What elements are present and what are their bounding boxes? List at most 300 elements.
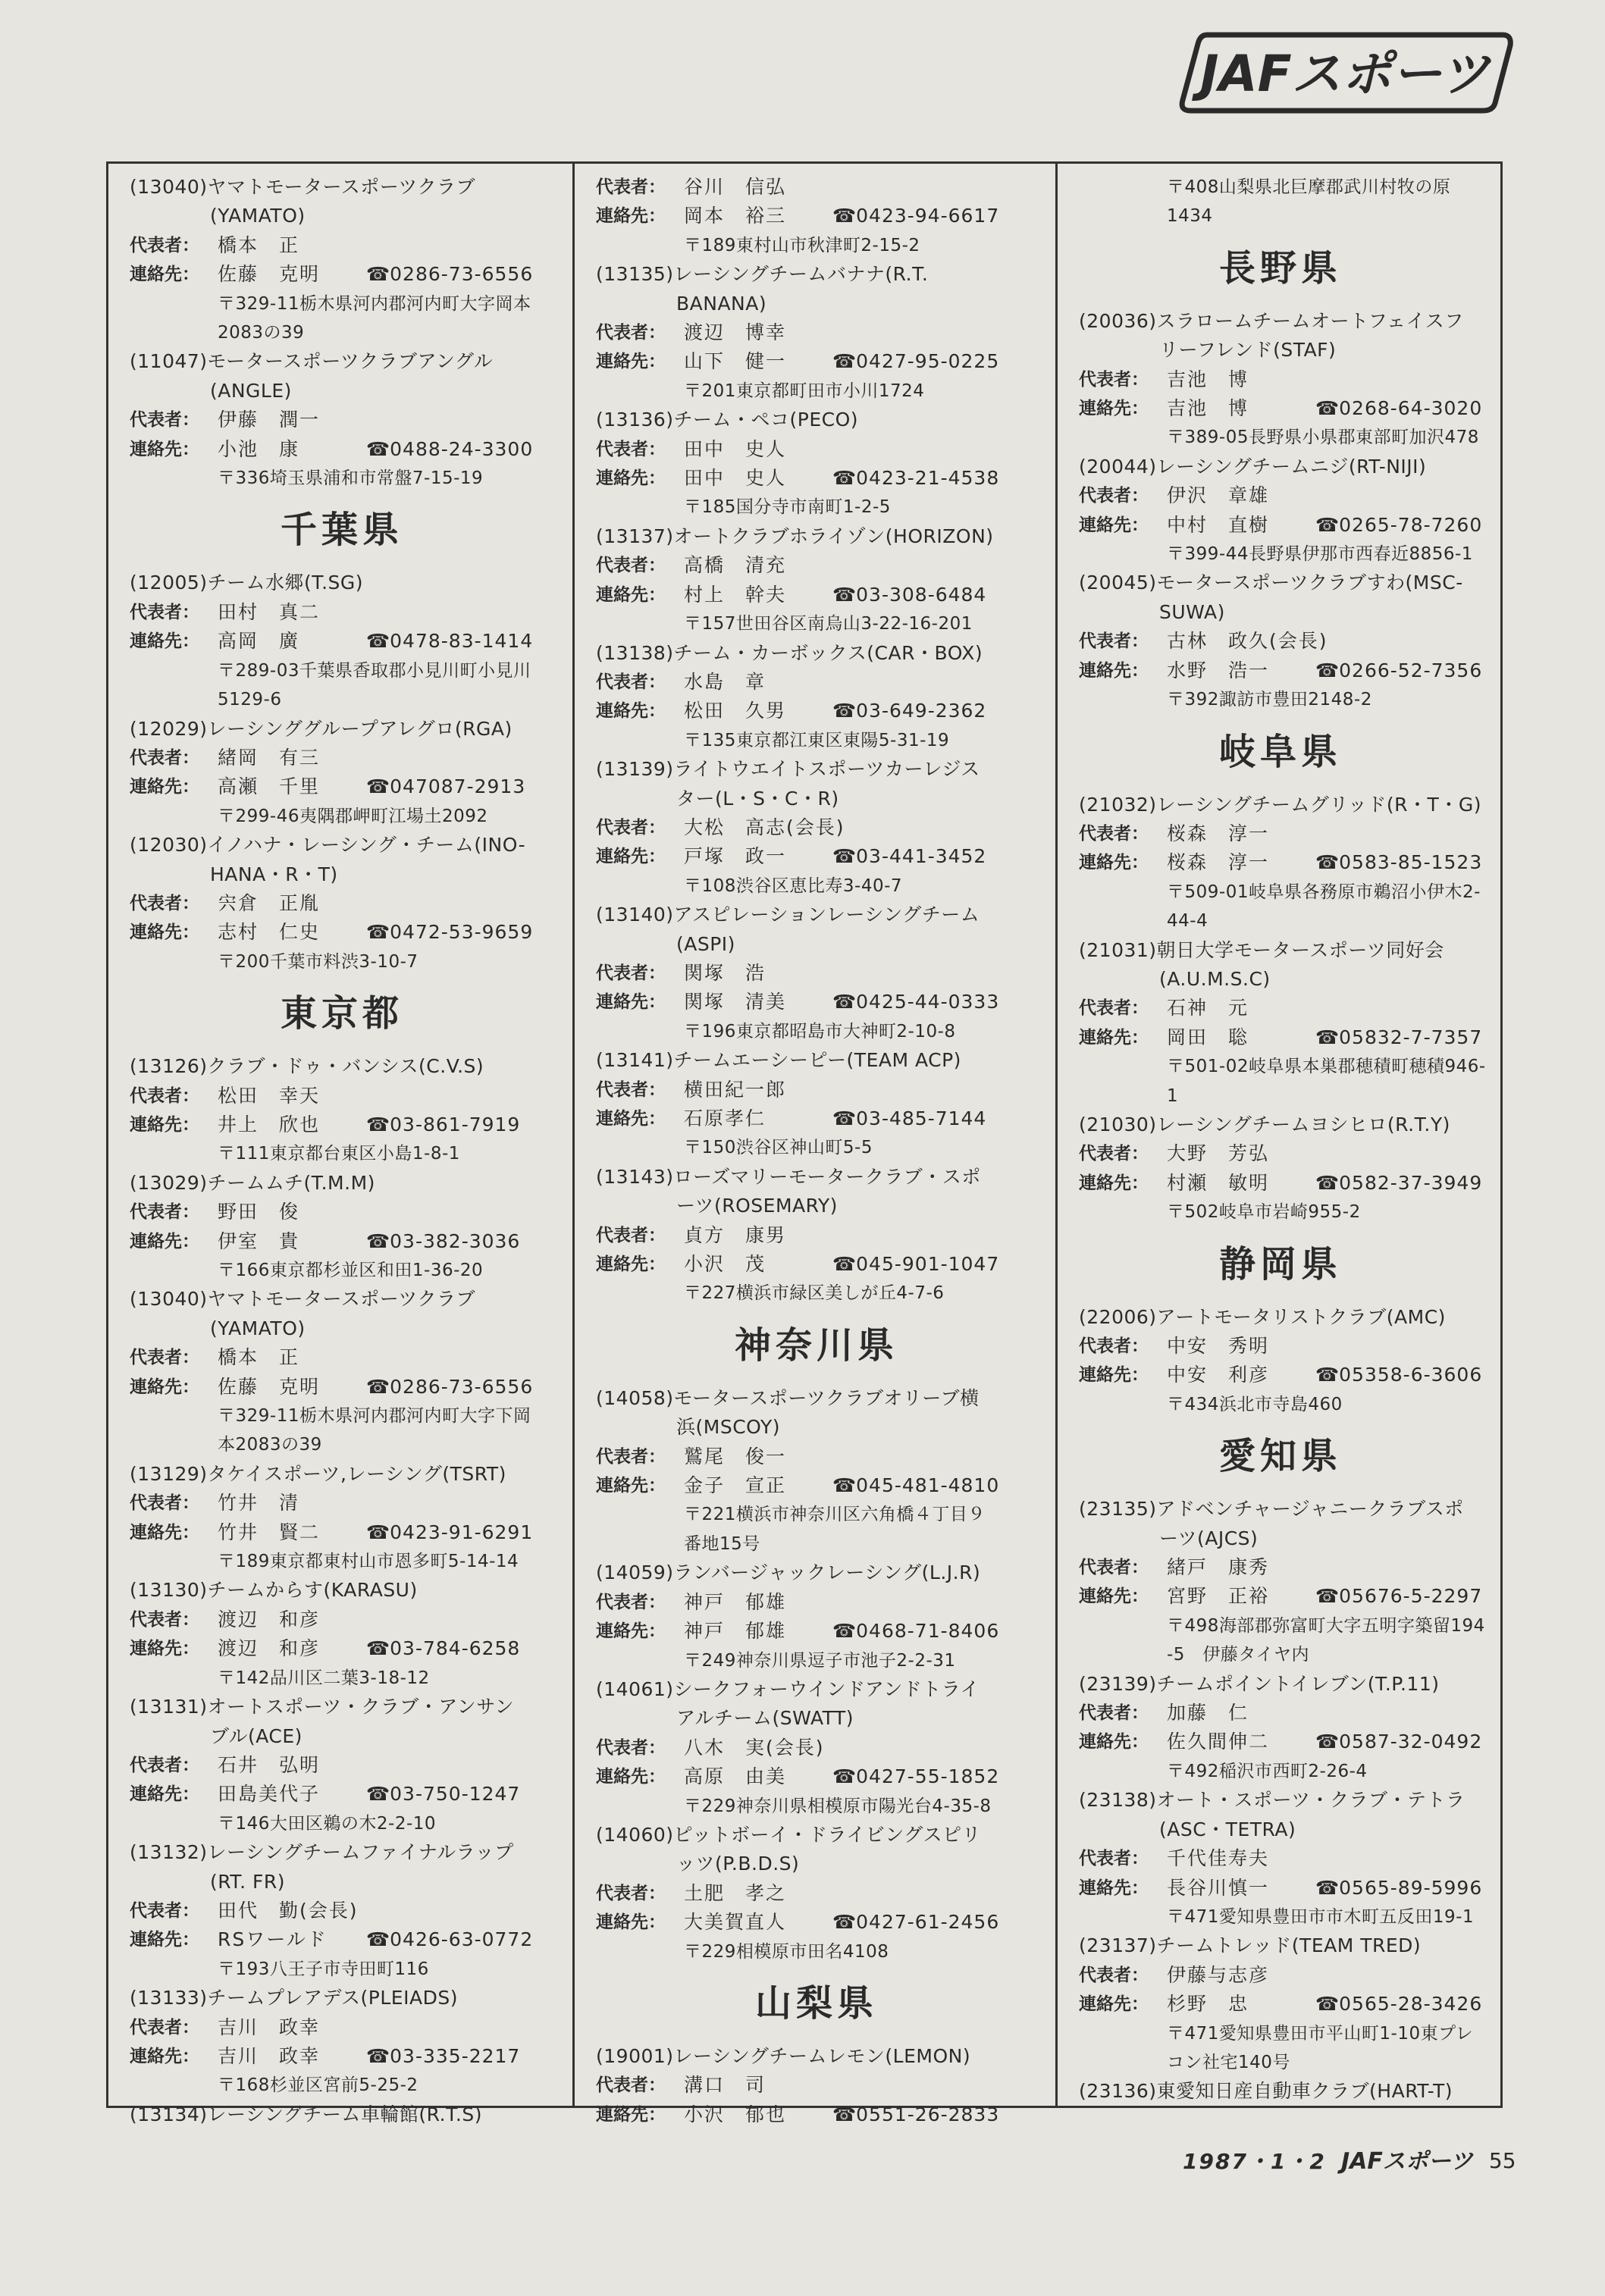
club-id: (23139) <box>1079 1672 1157 1695</box>
representative-label: 代表者： <box>1079 486 1149 506</box>
jaf-sports-logo <box>1177 30 1514 115</box>
representative-name: 古林 政久(会長) <box>1167 630 1328 653</box>
club-name <box>130 1460 554 1489</box>
representative-label: 代表者： <box>596 1592 666 1612</box>
club-entry <box>130 347 554 493</box>
club-name-line: ピットボーイ・ドライビングスピリ <box>673 1823 982 1846</box>
representative-label: 代表者： <box>596 1737 666 1758</box>
address-line: 〒502岐阜市岩崎955-2 <box>1167 1202 1361 1223</box>
phone-icon: ☎ <box>1315 1585 1340 1608</box>
address-line: コン社宅140号 <box>1167 2052 1290 2072</box>
address-line: 〒221横浜市神奈川区六角橋４丁目９ <box>684 1505 986 1525</box>
page-number: 55 <box>1488 2147 1516 2173</box>
contact-label: 連絡先： <box>130 631 199 652</box>
club-name-line: BANANA) <box>676 292 767 315</box>
club-name-line: リーフレンド(STAF) <box>1159 339 1337 362</box>
address-line: 〒249神奈川県逗子市池子2-2-31 <box>684 1650 956 1671</box>
contact-name: 松田 久男 <box>684 700 787 722</box>
phone-icon: ☎ <box>1315 1731 1340 1753</box>
representative-name: 水島 章 <box>684 670 766 693</box>
phone-number: 05832-7-7357 <box>1339 1026 1483 1048</box>
club-id: (13141) <box>596 1049 674 1072</box>
representative-row <box>596 1879 1037 1908</box>
club-id: (23135) <box>1079 1498 1157 1521</box>
representative-name: 伊藤与志彦 <box>1167 1963 1270 1986</box>
representative-label: 代表者： <box>130 1202 199 1223</box>
representative-label: 代表者： <box>130 602 199 622</box>
club-name <box>596 522 1037 551</box>
club-name-line: (ASPI) <box>676 932 735 955</box>
contact-label: 連絡先： <box>130 1930 199 1950</box>
club-entry <box>130 173 554 347</box>
phone-icon: ☎ <box>366 1375 390 1398</box>
club-entry <box>596 1558 1037 1675</box>
address-line: 2083の39 <box>218 323 305 343</box>
club-name-line: レーシングチームニジ(RT-NIJI) <box>1156 455 1427 478</box>
address-line: 〒408山梨県北巨摩郡武川村牧の原 <box>1167 177 1451 197</box>
club-name-line: 東愛知日産自動車クラブ(HART-T) <box>1156 2080 1453 2103</box>
club-name-line: チーム水郷(T.SG) <box>207 572 364 594</box>
club-name <box>596 1046 1037 1075</box>
club-name-line: チームからす(KARASU) <box>207 1579 418 1602</box>
representative-row <box>596 2071 1037 2100</box>
club-directory <box>106 161 1503 2125</box>
prefecture-heading: 千葉県 <box>280 509 403 552</box>
club-name-line: 朝日大学モータースポーツ同好会 <box>1156 938 1444 961</box>
representative-name: 橋本 正 <box>218 1346 300 1369</box>
address-line: 番地15号 <box>684 1533 760 1554</box>
representative-row <box>596 1221 1037 1250</box>
contact-row <box>596 1908 1037 1937</box>
representative-row <box>130 744 554 772</box>
contact-name: 村瀬 敏明 <box>1167 1171 1270 1194</box>
representative-name: 橋本 正 <box>218 233 300 256</box>
club-name <box>1079 1303 1482 1332</box>
phone-icon: ☎ <box>1315 1993 1340 2016</box>
contact-name: 伊室 貴 <box>218 1229 300 1252</box>
club-entry <box>1079 2077 1482 2106</box>
club-name <box>130 2100 554 2129</box>
phone-icon: ☎ <box>832 991 857 1013</box>
club-name <box>596 1163 1037 1221</box>
prefecture-heading: 東京都 <box>280 992 403 1035</box>
contact-name: 田中 史人 <box>684 467 787 490</box>
contact-label: 連絡先： <box>596 701 666 722</box>
representative-name: 桜森 淳一 <box>1167 822 1270 844</box>
contact-label: 連絡先： <box>1079 399 1149 419</box>
club-name-line: レーシングチームファイナルラップ <box>207 1841 514 1864</box>
club-entry <box>596 522 1037 639</box>
club-entry <box>130 1460 554 1577</box>
club-id: (13133) <box>130 1987 208 2009</box>
phone-icon: ☎ <box>366 263 390 286</box>
club-name-line: (YAMATO) <box>210 1317 306 1339</box>
representative-label: 代表者： <box>596 323 666 343</box>
representative-label: 代表者： <box>596 672 666 692</box>
phone-icon: ☎ <box>366 630 390 653</box>
phone-icon: ☎ <box>366 1521 390 1543</box>
phone-icon: ☎ <box>832 467 857 490</box>
club-entry <box>130 1838 554 1984</box>
club-name-line: モータースポーツクラブオリーブ横 <box>673 1386 980 1409</box>
phone-number: 03-308-6484 <box>856 583 987 606</box>
contact-name: 大美賀直人 <box>684 1911 787 1934</box>
club-entry <box>1079 1303 1482 1420</box>
club-name <box>596 1558 1037 1587</box>
contact-name: 長谷川慎一 <box>1167 1876 1270 1899</box>
phone-number: 0478-83-1414 <box>390 630 534 653</box>
prefecture-heading: 長野県 <box>1218 246 1342 290</box>
contact-row <box>1079 394 1482 423</box>
phone-number: 0468-71-8406 <box>856 1620 1000 1643</box>
club-name <box>1079 1110 1482 1139</box>
address-line: 〒329-11栃木県河内郡河内町大字岡本 <box>218 293 531 314</box>
contact-row <box>130 1373 554 1402</box>
prefecture-heading: 静岡県 <box>1218 1242 1342 1286</box>
representative-name: 加藤 仁 <box>1167 1702 1249 1724</box>
representative-row <box>596 1734 1037 1762</box>
representative-row <box>596 1588 1037 1617</box>
issue-date: 1987・1・2 <box>1183 2149 1326 2174</box>
contact-label: 連絡先： <box>130 1522 199 1543</box>
representative-name: 高橋 清充 <box>684 554 787 577</box>
phone-icon: ☎ <box>366 1637 390 1660</box>
address-line: 〒201東京都町田市小川1724 <box>684 381 925 401</box>
phone-icon: ☎ <box>1315 397 1340 420</box>
representative-name: 関塚 浩 <box>684 961 766 984</box>
representative-name: 緒戸 康秀 <box>1167 1556 1270 1579</box>
phone-icon: ☎ <box>366 1783 390 1806</box>
club-name <box>1079 569 1482 627</box>
club-name <box>130 1052 554 1081</box>
club-name <box>1079 307 1482 365</box>
representative-name: 野田 俊 <box>218 1201 300 1223</box>
contact-label: 連絡先： <box>596 1254 666 1275</box>
representative-row <box>1079 1699 1482 1727</box>
contact-label: 連絡先： <box>130 265 199 285</box>
contact-row <box>596 1250 1037 1279</box>
club-entry <box>1079 453 1482 569</box>
representative-label: 代表者： <box>1079 1144 1149 1164</box>
club-name-line: アートモータリストクラブ(AMC) <box>1156 1305 1446 1328</box>
phone-icon: ☎ <box>832 205 857 227</box>
contact-name: 高岡 廣 <box>218 630 300 653</box>
club-id: (13139) <box>596 758 674 781</box>
club-name-line: ローズマリーモータークラブ・スポ <box>673 1165 981 1188</box>
phone-icon: ☎ <box>832 1620 857 1643</box>
club-name <box>596 2042 1037 2071</box>
contact-row <box>1079 848 1482 877</box>
representative-label: 代表者： <box>596 556 666 576</box>
representative-name: 中安 秀明 <box>1167 1335 1270 1357</box>
club-name-line: (RT. FR) <box>210 1870 286 1893</box>
contact-row <box>596 347 1037 376</box>
club-entry <box>596 901 1037 1046</box>
representative-row <box>596 318 1037 347</box>
phone-number: 0565-89-5996 <box>1339 1876 1483 1899</box>
address-line: 〒389-05長野県小県郡東部町加沢478 <box>1167 428 1479 448</box>
representative-name: 田村 真二 <box>218 600 321 623</box>
club-entry <box>1079 1786 1482 1931</box>
club-id: (13129) <box>130 1462 208 1485</box>
contact-label: 連絡先： <box>130 439 199 459</box>
representative-row <box>130 1343 554 1372</box>
phone-icon: ☎ <box>832 1474 857 1497</box>
club-entry <box>1079 791 1482 936</box>
contact-label: 連絡先： <box>596 1476 666 1496</box>
phone-number: 0472-53-9659 <box>390 921 534 944</box>
contact-label: 連絡先： <box>130 1639 199 1659</box>
club-id: (13040) <box>130 1288 208 1311</box>
address-line: 〒392諏訪市豊田2148-2 <box>1167 690 1372 710</box>
phone-number: 0423-91-6291 <box>390 1521 534 1543</box>
address-line: 〒142品川区二葉3-18-12 <box>218 1668 430 1688</box>
contact-row <box>130 1227 554 1256</box>
contact-name: 山下 健一 <box>684 350 787 373</box>
phone-icon: ☎ <box>1315 1364 1340 1386</box>
representative-row <box>130 1082 554 1110</box>
representative-label: 代表者： <box>130 235 199 255</box>
club-entry <box>130 569 554 714</box>
phone-number: 05676-5-2297 <box>1339 1585 1483 1608</box>
club-entry <box>1079 1110 1482 1227</box>
club-name-line: チームトレッド(TEAM TRED) <box>1156 1934 1422 1957</box>
contact-name: 井上 欣也 <box>218 1113 321 1135</box>
address-line: 〒108渋谷区恵比寿3-40-7 <box>684 875 903 896</box>
phone-number: 03-485-7144 <box>856 1107 987 1129</box>
contact-name: RSワールド <box>218 1928 328 1951</box>
representative-label: 代表者： <box>596 817 666 838</box>
representative-row <box>1079 1332 1482 1361</box>
representative-label: 代表者： <box>130 1609 199 1630</box>
contact-name: 小沢 郁也 <box>684 2103 787 2125</box>
contact-row <box>596 1104 1037 1133</box>
club-id: (13040) <box>130 176 208 198</box>
address-line: 〒492稲沢市西町2-26-4 <box>1167 1761 1368 1781</box>
representative-row <box>130 231 554 260</box>
address-line: -5 伊藤タイヤ内 <box>1167 1645 1309 1665</box>
contact-name: 関塚 清美 <box>684 991 787 1013</box>
representative-row <box>596 551 1037 580</box>
phone-icon: ☎ <box>832 583 857 606</box>
representative-label: 代表者： <box>596 1446 666 1467</box>
representative-name: 渡辺 博幸 <box>684 321 787 344</box>
address-line: 〒289-03千葉県香取郡小見川町小見川 <box>218 660 531 681</box>
representative-label: 代表者： <box>596 2075 666 2096</box>
club-name <box>596 755 1037 813</box>
contact-row <box>1079 1169 1482 1198</box>
representative-label: 代表者： <box>1079 631 1149 652</box>
address-line: 〒229相模原市田名4108 <box>684 1941 889 1962</box>
club-id: (13135) <box>596 263 674 286</box>
club-name <box>1079 1931 1482 1960</box>
phone-number: 0565-28-3426 <box>1339 1993 1483 2016</box>
club-id: (22006) <box>1079 1305 1157 1328</box>
contact-row <box>596 2100 1037 2129</box>
contact-label: 連絡先： <box>596 992 666 1013</box>
phone-number: 0423-94-6617 <box>856 205 1000 227</box>
representative-row <box>596 435 1037 464</box>
club-entry <box>130 1052 554 1169</box>
club-entry <box>596 2042 1037 2129</box>
club-name <box>130 715 554 744</box>
representative-name: 伊沢 章雄 <box>1167 484 1270 507</box>
address-line: 〒196東京都昭島市大神町2-10-8 <box>684 1021 956 1042</box>
phone-icon: ☎ <box>366 437 390 460</box>
contact-label: 連絡先： <box>596 468 666 489</box>
contact-label: 連絡先： <box>1079 1587 1149 1607</box>
contact-name: 小池 康 <box>218 437 300 460</box>
address-line: 〒498海部郡弥富町大字五明字築留194 <box>1167 1615 1485 1636</box>
address-line: 〒185国分寺市南町1-2-5 <box>684 497 891 518</box>
contact-name: 神戸 郁雄 <box>684 1620 787 1643</box>
column-2 <box>572 164 1055 2125</box>
club-name <box>130 173 554 231</box>
club-entry <box>1079 569 1482 714</box>
representative-row <box>130 889 554 918</box>
club-name <box>130 1838 554 1897</box>
representative-name: 貞方 康男 <box>684 1223 787 1246</box>
contact-label: 連絡先： <box>596 352 666 372</box>
contact-name: 中村 直樹 <box>1167 513 1270 536</box>
address-line: 〒189東京都東村山市恩多町5-14-14 <box>218 1552 519 1572</box>
representative-row <box>130 1605 554 1634</box>
phone-icon: ☎ <box>1315 1171 1340 1194</box>
club-name-line: チームポイントイレブン(T.P.11) <box>1156 1672 1440 1695</box>
representative-row <box>1079 365 1482 394</box>
club-name-line: チームムチ(T.M.M) <box>207 1171 375 1194</box>
representative-name: 石神 元 <box>1167 997 1249 1020</box>
phone-icon: ☎ <box>1315 1026 1340 1048</box>
contact-row <box>596 1762 1037 1791</box>
club-id: (20045) <box>1079 572 1157 594</box>
representative-label: 代表者： <box>130 1348 199 1368</box>
column-1 <box>108 164 572 2125</box>
phone-icon: ☎ <box>832 845 857 868</box>
club-id: (13136) <box>596 409 674 431</box>
phone-icon: ☎ <box>366 2044 390 2067</box>
club-entry <box>130 831 554 976</box>
page-footer <box>1183 2145 1516 2175</box>
phone-number: 045-481-4810 <box>856 1474 1000 1497</box>
phone-number: 0265-78-7260 <box>1339 513 1483 536</box>
phone-number: 0423-21-4538 <box>856 467 1000 490</box>
contact-name: 竹井 賢二 <box>218 1521 321 1543</box>
contact-row <box>130 772 554 801</box>
club-name-line: ーツ(AJCS) <box>1159 1527 1259 1549</box>
club-id: (23136) <box>1079 2080 1157 2103</box>
club-name-line: ヤマトモータースポーツクラブ <box>207 1288 476 1311</box>
club-name-line: レーシングチームグリッド(R・T・G) <box>1156 793 1481 816</box>
club-entry <box>596 260 1037 406</box>
address-line: 〒146大田区鵜の木2-2-10 <box>218 1813 437 1834</box>
representative-name: 竹井 清 <box>218 1492 300 1514</box>
phone-icon: ☎ <box>1315 1876 1340 1899</box>
contact-name: 小沢 茂 <box>684 1253 766 1276</box>
contact-label: 連絡先： <box>596 2104 666 2125</box>
club-entry <box>130 1169 554 1286</box>
club-id: (20044) <box>1079 455 1157 478</box>
club-entry <box>596 1163 1037 1308</box>
club-name-line: ヤマトモータースポーツクラブ <box>207 176 476 198</box>
address-line: 〒509-01岐阜県各務原市鵜沼小伊木2- <box>1167 882 1481 902</box>
club-name <box>130 1693 554 1751</box>
club-name-line: レーシングチームバナナ(R.T. <box>673 263 929 286</box>
contact-name: 中安 利彦 <box>1167 1364 1270 1386</box>
club-entry <box>596 1675 1037 1821</box>
representative-row <box>1079 481 1482 510</box>
phone-icon: ☎ <box>1315 659 1340 681</box>
club-name-line: シークフォーウインドアンドトライ <box>673 1677 980 1700</box>
contact-label: 連絡先： <box>130 2046 199 2066</box>
representative-label: 代表者： <box>130 410 199 431</box>
club-id: (12029) <box>130 717 208 740</box>
contact-name: 佐久間伸二 <box>1167 1731 1270 1753</box>
club-entry <box>596 173 1037 260</box>
column-3 <box>1055 164 1500 2106</box>
phone-icon: ☎ <box>832 1911 857 1934</box>
club-entry <box>596 1384 1037 1558</box>
contact-name: 吉池 博 <box>1167 397 1249 420</box>
representative-name: 横田紀一郎 <box>684 1078 787 1101</box>
club-name-line: チーム・カーボックス(CAR・BOX) <box>673 641 983 664</box>
contact-name: 戸塚 政一 <box>684 845 787 868</box>
contact-label: 連絡先： <box>130 1377 199 1397</box>
contact-label: 連絡先： <box>596 1912 666 1933</box>
club-name-line: チームエーシーピー(TEAM ACP) <box>673 1049 961 1072</box>
club-entry <box>596 406 1037 522</box>
club-name-line: モータースポーツクラブアングル <box>207 350 494 373</box>
club-id: (21031) <box>1079 938 1157 961</box>
address-line: 〒111東京都台東区小島1-8-1 <box>218 1144 460 1164</box>
contact-label: 連絡先： <box>1079 1732 1149 1753</box>
club-entry <box>1079 173 1482 231</box>
club-entry <box>130 715 554 832</box>
representative-name: 緒岡 有三 <box>218 746 321 769</box>
representative-name: 溝口 司 <box>684 2074 766 2097</box>
phone-icon: ☎ <box>366 775 390 798</box>
representative-label: 代表者： <box>130 1085 199 1106</box>
address-line: 〒434浜北市寺島460 <box>1167 1394 1343 1414</box>
club-id: (14059) <box>596 1561 674 1584</box>
contact-name: 田島美代子 <box>218 1783 321 1806</box>
club-id: (11047) <box>130 350 208 373</box>
club-id: (14060) <box>596 1823 674 1846</box>
phone-number: 03-441-3452 <box>856 845 987 868</box>
phone-number: 0583-85-1523 <box>1339 851 1483 874</box>
representative-name: 大松 高志(会長) <box>684 816 845 838</box>
representative-label: 代表者： <box>1079 823 1149 844</box>
contact-name: 宮野 正裕 <box>1167 1585 1270 1608</box>
contact-label: 連絡先： <box>130 1231 199 1251</box>
phone-number: 0427-55-1852 <box>856 1765 1000 1788</box>
address-line: 〒299-46夷隅郡岬町江場土2092 <box>218 806 488 826</box>
address-line: 1 <box>1167 1085 1179 1106</box>
representative-label: 代表者： <box>596 963 666 983</box>
representative-label: 代表者： <box>1079 1965 1149 1985</box>
contact-name: 吉川 政幸 <box>218 2044 321 2067</box>
club-id: (20036) <box>1079 309 1157 332</box>
representative-row <box>596 173 1037 202</box>
club-entry <box>130 1984 554 2100</box>
prefecture-heading: 山梨県 <box>754 1981 878 2025</box>
contact-name: 岡本 裕三 <box>684 205 787 227</box>
club-name-line: アドベンチャージャニークラブスポ <box>1156 1498 1464 1521</box>
representative-name: 伊藤 潤一 <box>218 409 321 431</box>
club-name-line: (A.U.M.S.C) <box>1159 967 1271 990</box>
club-name <box>130 1984 554 2013</box>
contact-row <box>130 918 554 947</box>
